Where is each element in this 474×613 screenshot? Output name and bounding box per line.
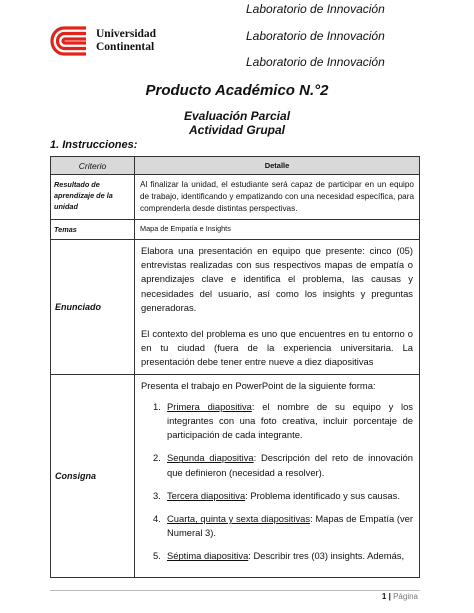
continental-logo-icon [50, 26, 88, 56]
row-value-temas: Mapa de Empatía e Insights [135, 220, 420, 240]
header-detalle: Detalle [135, 157, 420, 175]
logo-line1: Universidad [96, 28, 157, 40]
table-row [51, 220, 420, 240]
list-item [141, 400, 413, 443]
row-label-consigna: Consigna [51, 374, 135, 577]
page-separator: | [388, 592, 391, 601]
table-row [51, 240, 420, 375]
list-item-desc: : Mapas de Empatía (ver Numeral 3). [167, 513, 413, 539]
section-heading: 1. Instrucciones: [50, 139, 138, 151]
page-footer [382, 592, 418, 601]
list-item-text [163, 451, 413, 479]
list-item-text [163, 512, 413, 540]
row-value-resultado: Al finalizar la unidad, el estudiante será capaz de participar en un equipo de trabajo, identificando y empatizando con una necesidad específica, para comprenderla desde distintas perspectivas. [135, 175, 420, 220]
list-item-text [163, 549, 413, 563]
university-logo [50, 26, 156, 56]
list-item-title: Cuarta, quinta y sexta diapositivas [167, 513, 311, 525]
document-title: Producto Académico N.°2 [145, 82, 329, 99]
list-item-title: Séptima diapositiva [167, 550, 249, 562]
list-item [141, 512, 413, 540]
table-header-row [51, 157, 420, 175]
subtitle-evaluacion: Evaluación Parcial [183, 109, 291, 123]
enunciado-paragraph-1: Elabora una presentación en equipo que presente: cinco (05) entrevistas realizadas con sus respectivos mapas de empatía o aprendizajes clave e identifica el problema, las causas y necesidades del usuario, así como los insights y preguntas generadoras. [141, 245, 413, 313]
list-item-title: Segunda diapositiva [167, 452, 254, 464]
list-item-title: Primera diapositiva [167, 400, 252, 412]
list-item [141, 549, 413, 563]
list-item-desc: : el nombre de su equipo y los integrantes con una foto creativa, incluir porcentaje de participación de cada integrante. [167, 400, 413, 441]
row-value-consigna [135, 374, 420, 577]
consigna-intro: Presenta el trabajo en PowerPoint de la siguiente forma: [141, 379, 376, 391]
page-label: Página [393, 592, 418, 601]
list-item-title: Tercera diapositiva [167, 489, 246, 501]
list-item [141, 451, 413, 479]
list-item-number: 2. [153, 452, 161, 464]
list-item-number: 1. [153, 400, 161, 412]
list-item-desc: : Problema identificado y sus causas. [245, 489, 400, 501]
logo-text [96, 28, 156, 54]
list-item-desc: : Describir tres (03) insights. Además, [248, 550, 405, 562]
list-item-text [163, 489, 413, 503]
table-row [51, 175, 420, 220]
table-row [51, 374, 420, 577]
row-label-temas: Temas [51, 220, 135, 240]
page-number: 1 [381, 592, 387, 601]
enunciado-paragraph-2: El contexto del problema es uno que encuentres en tu entorno o en tu ciudad (fuera de la experiencia universitaria. La presentación debe tener entre nueve a diez diapositivas [141, 328, 413, 368]
list-item-text [163, 400, 413, 443]
logo-line2: Continental [96, 41, 155, 53]
list-item-number: 4. [153, 513, 161, 525]
row-value-enunciado [135, 240, 420, 375]
list-item [141, 489, 413, 503]
row-label-resultado: Resultado de aprendizaje de la unidad [51, 175, 135, 220]
header-criterio: Criterio [51, 157, 135, 175]
subtitle-actividad: Actividad Grupal [188, 123, 286, 137]
header-lab-line-3: Laboratorio de Innovación [246, 55, 385, 69]
list-item-desc: : Descripción del reto de innovación que definieron (necesidad a resolver). [167, 452, 413, 478]
header-lab-line-2: Laboratorio de Innovación [246, 29, 385, 43]
consigna-list [141, 400, 413, 564]
footer-rule [50, 590, 420, 591]
list-item-number: 3. [153, 489, 161, 501]
list-item-number: 5. [153, 550, 161, 562]
header-lab-line-1: Laboratorio de Innovación [246, 2, 385, 16]
row-label-enunciado: Enunciado [51, 240, 135, 375]
instructions-table [50, 156, 420, 578]
